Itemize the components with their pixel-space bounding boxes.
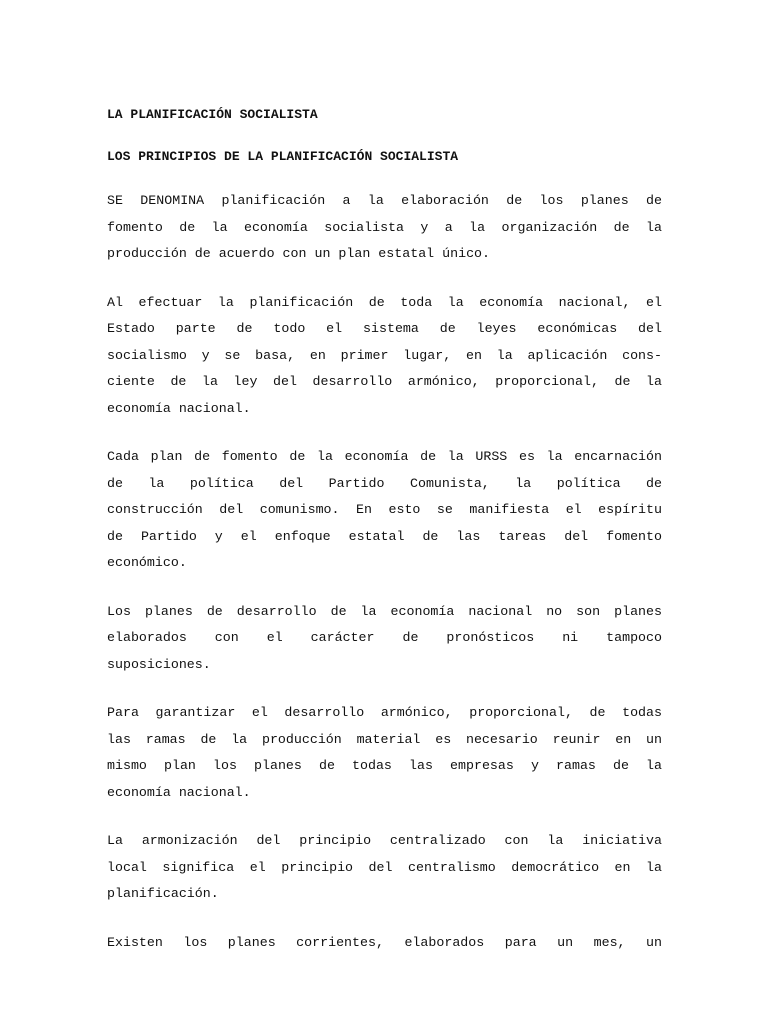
text-line: Existen los planes corrientes, elaborados para un mes, un	[107, 934, 662, 950]
text-line: SE DENOMINA planificación a la elaboración de los planes de	[107, 193, 662, 208]
text-line: Para garantizar el desarrollo armónico, proporcional, de todas	[107, 705, 662, 720]
text-line: mismo plan los planes de todas las empresas y ramas de la	[107, 758, 662, 773]
text-line: económico.	[107, 555, 187, 570]
text-line: las ramas de la producción material es necesario reunir en un	[107, 731, 662, 747]
paragraph	[107, 444, 662, 577]
paragraph	[107, 930, 662, 957]
text-line: Cada plan de fomento de la economía de la URSS es la encarnación	[107, 449, 662, 464]
text-line: La armonización del principio centralizado con la iniciativa	[107, 833, 662, 848]
text-line: ciente de la ley del desarrollo armónico, proporcional, de la	[107, 374, 662, 389]
text-line: economía nacional.	[107, 784, 251, 800]
text-line: elaborados con el carácter de pronósticos ni tampoco	[107, 630, 662, 645]
document-title: LA PLANIFICACIÓN SOCIALISTA	[107, 107, 318, 122]
paragraph	[107, 290, 662, 423]
paragraph	[107, 599, 662, 679]
text-line: planificación.	[107, 886, 219, 901]
paragraph	[107, 188, 662, 268]
text-line: de Partido y el enfoque estatal de las tareas del fomento	[107, 528, 662, 544]
text-line: socialismo y se basa, en primer lugar, en la aplicación cons-	[107, 347, 662, 363]
text-line: suposiciones.	[107, 656, 211, 672]
paragraph	[107, 700, 662, 806]
document-page	[107, 106, 662, 956]
text-line: Estado parte de todo el sistema de leyes económicas del	[107, 321, 662, 336]
paragraph	[107, 828, 662, 908]
text-line: construcción del comunismo. En esto se manifiesta el espíritu	[107, 502, 662, 517]
text-line: de la política del Partido Comunista, la política de	[107, 475, 662, 491]
text-line: local significa el principio del centralismo democrático en la	[107, 859, 662, 875]
body-text	[107, 188, 662, 956]
text-line: producción de acuerdo con un plan estatal único.	[107, 246, 491, 261]
text-line: Al efectuar la planificación de toda la economía nacional, el	[107, 294, 662, 310]
text-line: Los planes de desarrollo de la economía nacional no son planes	[107, 603, 662, 619]
section-heading: LOS PRINCIPIOS DE LA PLANIFICACIÓN SOCIALISTA	[107, 149, 459, 164]
text-line: economía nacional.	[107, 400, 251, 416]
text-line: fomento de la economía socialista y a la organización de la	[107, 219, 662, 235]
